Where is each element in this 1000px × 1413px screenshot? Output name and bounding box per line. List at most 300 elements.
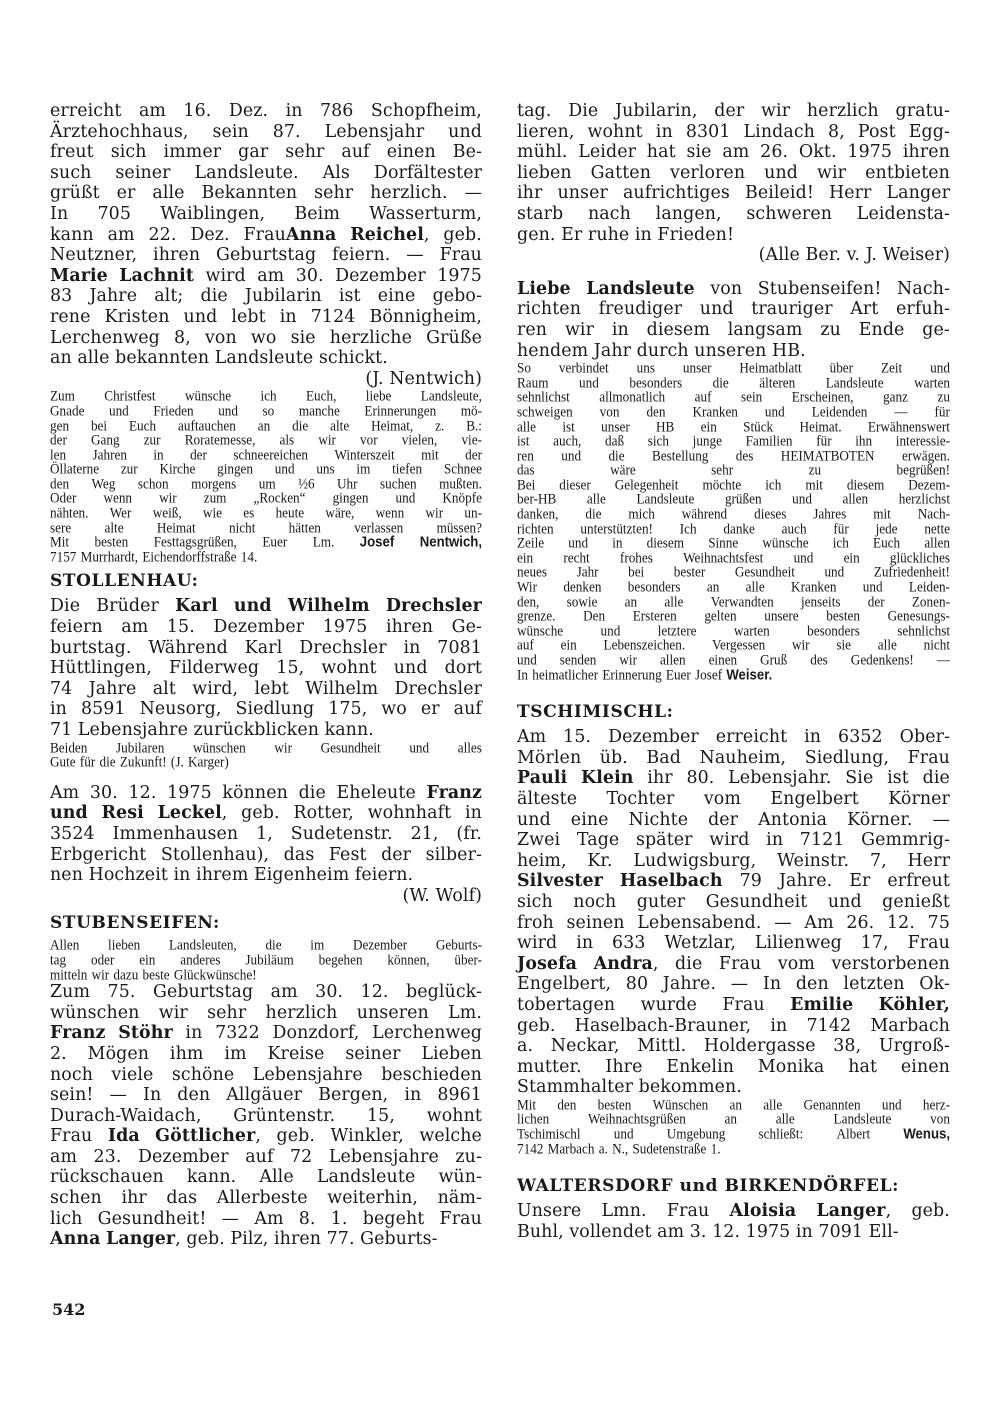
- text-run: ein: [517, 548, 534, 566]
- word: [861, 933, 889, 954]
- text-run: geb.: [276, 1126, 315, 1147]
- word: [111, 142, 147, 163]
- text-run: herzlich: [806, 101, 879, 121]
- text-run: glückliches: [889, 548, 950, 566]
- bold-name: Marie: [50, 265, 108, 286]
- word: [517, 279, 571, 300]
- text-run: ich: [260, 387, 277, 405]
- text-run: Heimat,: [371, 416, 414, 434]
- text-run: den,: [517, 592, 540, 610]
- text-run: zum: [203, 489, 227, 507]
- text-run: üb.: [599, 747, 628, 768]
- word: [887, 768, 909, 789]
- word: [102, 803, 144, 824]
- bold-name: Leckel: [157, 803, 222, 824]
- text-run: In: [517, 665, 528, 683]
- word: [205, 266, 245, 287]
- word: [664, 933, 736, 954]
- text-run: mitteln: [50, 965, 88, 983]
- text-run: älteren: [759, 373, 796, 391]
- word: [196, 865, 248, 886]
- text-run: in: [185, 1023, 203, 1044]
- word: [50, 783, 79, 804]
- text-run: Nichte: [628, 809, 689, 830]
- text-run: —: [932, 809, 950, 830]
- text-run: sein!: [50, 1085, 94, 1106]
- word: [288, 596, 370, 617]
- text-line: [517, 933, 950, 954]
- text-run: N.,: [612, 1139, 629, 1157]
- word: [332, 245, 390, 266]
- bold-name: Göttlicher: [155, 1126, 256, 1147]
- word: [245, 638, 283, 659]
- word: [714, 101, 744, 122]
- text-run: Weihnachtsgrüßen: [587, 1110, 686, 1128]
- word: [419, 1126, 482, 1147]
- text-run: len: [50, 445, 67, 463]
- text-run: um: [258, 474, 276, 492]
- text-run: Sinne: [708, 534, 739, 552]
- word: [440, 245, 482, 266]
- text-run: Wer: [109, 503, 132, 522]
- word: [50, 286, 72, 307]
- word: [50, 1209, 82, 1230]
- text-run: mutter.: [517, 1056, 582, 1077]
- text-run: über: [829, 358, 854, 377]
- text-run: tag: [50, 950, 67, 968]
- word: [230, 1229, 268, 1250]
- word: [675, 954, 702, 975]
- word: [629, 810, 689, 831]
- text-run: Hochzeit: [88, 865, 168, 886]
- text-run: die: [712, 373, 729, 391]
- text-run: ihren: [153, 245, 201, 266]
- text-run: und: [862, 577, 883, 596]
- word: [887, 183, 950, 204]
- word: [805, 748, 889, 769]
- text-run: 75: [927, 912, 950, 933]
- text-run: Jahren: [92, 445, 127, 463]
- word: [50, 617, 103, 638]
- text-run: für: [833, 519, 849, 537]
- text-run: Gesundheit: [705, 891, 808, 912]
- word: [790, 995, 853, 1016]
- text-run: Erinnerung: [602, 665, 662, 683]
- text-run: Landsleute: [825, 373, 884, 391]
- text-run: Landsleute: [214, 348, 314, 369]
- text-run: in: [795, 1221, 813, 1242]
- text-run: am: [50, 1146, 78, 1167]
- word: [909, 122, 950, 143]
- text-line: [50, 658, 482, 679]
- text-run: Euch,: [306, 387, 337, 405]
- word: [637, 892, 685, 913]
- word: [770, 789, 859, 810]
- notice-paragraph: [50, 738, 482, 771]
- word: [637, 913, 761, 934]
- text-run: Stammhalter: [517, 1077, 634, 1098]
- word: [817, 163, 846, 184]
- word: [50, 1126, 92, 1147]
- text-run: 26.: [846, 912, 875, 933]
- text-run: warten: [914, 373, 950, 391]
- word: [50, 204, 68, 225]
- text-run: Karger): [187, 752, 229, 771]
- word: [656, 122, 673, 143]
- word: [779, 871, 832, 892]
- word: [50, 754, 76, 771]
- text-run: Als: [322, 162, 350, 183]
- word: [887, 871, 950, 892]
- text-run: z.: [435, 416, 445, 434]
- word: [174, 865, 191, 886]
- word: [341, 142, 369, 163]
- word: [335, 266, 426, 287]
- text-run: Jahre.: [662, 974, 717, 995]
- text-line: [50, 1147, 482, 1168]
- text-run: Ober-: [899, 727, 950, 748]
- text-run: 79: [739, 871, 762, 892]
- word: [50, 1106, 201, 1127]
- text-run: Genesungs-: [887, 606, 950, 625]
- word: [215, 1023, 260, 1044]
- text-run: Lebensjahr.: [728, 768, 832, 789]
- section-heading: TSCHIMISCHL:: [517, 702, 674, 723]
- text-run: herzlich.: [370, 183, 448, 204]
- text-run: Engelbert: [770, 788, 859, 809]
- word: [50, 1229, 100, 1250]
- text-run: gingen: [217, 460, 253, 478]
- text-run: Bergen,: [318, 1085, 389, 1106]
- text-run: wo: [250, 327, 277, 348]
- word: [620, 871, 723, 892]
- word: [291, 824, 393, 845]
- text-run: Festtagsgrüßen,: [153, 533, 237, 551]
- word: [50, 245, 137, 266]
- word: [700, 748, 787, 769]
- word: [50, 328, 160, 349]
- text-run: schöne: [171, 1064, 235, 1085]
- word: [327, 1188, 418, 1209]
- text-run: Egg-: [908, 121, 950, 142]
- text-run: Mit: [517, 1095, 537, 1113]
- word: [848, 1057, 877, 1078]
- text-run: Drechsler: [299, 637, 387, 658]
- word: [426, 328, 482, 349]
- text-run: Fest: [328, 844, 367, 865]
- text-run: allen: [842, 490, 869, 508]
- text-run: wohnt: [321, 658, 377, 679]
- text-run: lich: [50, 1208, 83, 1229]
- word: [612, 1141, 628, 1158]
- text-line: [50, 845, 482, 866]
- word: [517, 892, 553, 913]
- word: [636, 830, 693, 851]
- text-run: Euch: [873, 534, 901, 552]
- text-line: [50, 803, 482, 824]
- text-run: wäre,: [325, 503, 355, 522]
- text-run: Dezember: [335, 265, 426, 286]
- text-line: [517, 851, 950, 872]
- text-run: gelten: [704, 606, 737, 625]
- text-run: wird,: [192, 678, 239, 699]
- word: [908, 851, 950, 872]
- word: [81, 549, 139, 566]
- text-run: 8.: [298, 1208, 316, 1229]
- text-line: [50, 1188, 482, 1209]
- text-run: und: [881, 1095, 902, 1113]
- text-run: nen: [50, 865, 83, 886]
- text-run: ihren: [274, 1229, 322, 1250]
- text-run: bei: [90, 416, 108, 434]
- text-run: Euer: [665, 665, 691, 683]
- text-run: begehen: [318, 950, 363, 968]
- word: [50, 699, 67, 720]
- text-line: [517, 954, 950, 975]
- text-run: dieser: [559, 475, 591, 493]
- text-run: wurde: [640, 994, 697, 1015]
- word: [453, 142, 482, 163]
- text-run: Ersteren: [632, 606, 677, 625]
- text-run: 80: [625, 974, 649, 995]
- text-run: Heimat: [156, 518, 196, 536]
- word: [50, 122, 189, 143]
- text-run: und: [824, 563, 845, 581]
- text-run: —: [730, 974, 749, 995]
- text-run: Lm.: [312, 533, 335, 551]
- text-run: Jahr: [576, 563, 599, 581]
- text-run: die: [292, 416, 309, 434]
- text-run: alle: [877, 636, 897, 654]
- text-run: er: [116, 183, 136, 204]
- word: [50, 163, 91, 184]
- text-line: [50, 122, 482, 143]
- text-run: Karl: [244, 637, 283, 658]
- text-run: ren: [517, 319, 548, 340]
- text-run: jede: [875, 519, 898, 537]
- word: [50, 803, 88, 824]
- text-run: Jahre: [89, 286, 138, 307]
- text-run: 30.: [89, 782, 118, 803]
- text-run: Schopfheim,: [370, 101, 482, 121]
- word: [686, 122, 731, 143]
- text-line: [517, 1016, 950, 1037]
- text-run: alle: [664, 592, 684, 610]
- word: [548, 1141, 595, 1158]
- word: [517, 225, 556, 246]
- text-run: und: [793, 548, 814, 566]
- word: [578, 142, 636, 163]
- text-run: seinen: [566, 912, 625, 933]
- text-run: die: [675, 953, 703, 974]
- word: [760, 142, 788, 163]
- text-run: Wünschen: [652, 1095, 709, 1113]
- word: [600, 748, 628, 769]
- text-run: Lebensjahre: [328, 1146, 439, 1167]
- word: [217, 1188, 308, 1209]
- text-run: Die: [50, 596, 81, 617]
- word: [372, 1023, 482, 1044]
- word: [404, 638, 421, 659]
- word: [686, 768, 714, 789]
- text-run: Bei: [517, 475, 536, 493]
- text-run: ,: [221, 803, 228, 824]
- text-line: [517, 830, 950, 851]
- text-run: alte: [330, 416, 350, 434]
- text-run: kann.: [186, 1167, 237, 1188]
- word: [175, 596, 218, 617]
- text-run: sehr: [711, 461, 734, 479]
- text-run: hat: [848, 1056, 878, 1077]
- text-run: ½6: [298, 474, 315, 492]
- section-heading: STOLLENHAU:: [50, 571, 199, 592]
- word: [766, 830, 783, 851]
- text-run: weiterhin,: [327, 1188, 419, 1209]
- text-run: beglück-: [406, 982, 482, 1003]
- text-run: ,: [652, 953, 659, 974]
- text-run: für: [79, 752, 96, 771]
- text-run: Oder: [50, 489, 77, 507]
- text-run: es: [243, 503, 255, 522]
- word: [357, 1003, 429, 1024]
- word: [329, 1147, 439, 1168]
- text-run: Zonen-: [911, 592, 950, 610]
- text-run: —: [894, 402, 908, 420]
- text-run: wenn: [375, 503, 405, 522]
- text-run: 14.: [240, 547, 258, 565]
- text-line: [517, 299, 950, 320]
- text-run: von: [930, 1110, 950, 1128]
- text-run: in: [804, 727, 822, 748]
- text-run: Josef: [695, 665, 723, 683]
- text-run: am: [121, 617, 149, 638]
- bold-name: Wenus,: [903, 1124, 950, 1143]
- word: [581, 768, 634, 789]
- text-line: [50, 754, 482, 771]
- word: [740, 871, 762, 892]
- word: [363, 1209, 425, 1230]
- text-run: Landsleute: [636, 490, 695, 508]
- text-run: ihren: [902, 142, 950, 163]
- text-run: schen: [50, 1188, 102, 1209]
- text-run: 80.: [686, 768, 715, 789]
- text-run: und: [517, 650, 537, 669]
- text-run: und: [108, 401, 129, 419]
- text-run: Am: [50, 782, 80, 803]
- text-run: sehnlichst: [897, 621, 950, 639]
- text-run: Ihre: [605, 1056, 643, 1077]
- word: [744, 122, 815, 143]
- word: [285, 142, 324, 163]
- word: [850, 299, 878, 320]
- text-run: Heimatblatt: [739, 358, 802, 377]
- word: [115, 163, 170, 184]
- text-run: Am: [254, 1208, 284, 1229]
- text-run: das: [517, 461, 535, 479]
- text-run: heute: [275, 503, 305, 522]
- word: [381, 1065, 482, 1086]
- text-run: Kranken: [692, 402, 738, 420]
- word: [185, 1023, 202, 1044]
- text-run: Leidensta-: [856, 203, 950, 224]
- text-run: 15.: [166, 617, 195, 638]
- word: [517, 320, 547, 341]
- text-run: ihr: [517, 183, 543, 204]
- text-line: [517, 1222, 950, 1243]
- text-run: Lebensabend.: [637, 912, 762, 933]
- text-run: hätten: [288, 518, 321, 536]
- text-run: welche: [419, 1126, 482, 1147]
- text-run: Okt.: [798, 142, 837, 163]
- text-run: 7142: [806, 1015, 852, 1036]
- text-run: wird: [517, 933, 558, 954]
- word: [728, 320, 803, 341]
- word: [139, 101, 166, 122]
- word: [551, 1036, 620, 1057]
- text-run: Die: [568, 101, 599, 121]
- text-run: Gesundheit!: [97, 1208, 207, 1229]
- word: [517, 183, 542, 204]
- text-line: [50, 1065, 482, 1086]
- text-run: Donzdorf,: [272, 1023, 360, 1044]
- word: [438, 1167, 482, 1188]
- text-run: Am: [517, 727, 547, 748]
- text-run: im: [224, 1043, 247, 1064]
- text-run: Nach-: [897, 278, 950, 299]
- article-paragraph: [517, 279, 950, 361]
- text-run: bester: [673, 563, 706, 581]
- word: [194, 720, 319, 741]
- word: [599, 1141, 608, 1158]
- word: [517, 122, 574, 143]
- text-run: besonders: [807, 621, 860, 639]
- text-run: Landsleute.: [194, 162, 299, 183]
- text-run: —: [221, 1208, 240, 1229]
- word: [626, 974, 648, 995]
- text-run: 8961: [437, 1085, 482, 1106]
- text-run: als: [279, 430, 295, 449]
- word: [160, 204, 265, 225]
- text-run: bei: [628, 563, 645, 581]
- text-run: wie: [202, 503, 222, 522]
- word: [215, 348, 314, 369]
- word: [329, 845, 367, 866]
- text-run: Pilz,: [230, 1229, 269, 1250]
- text-run: in: [611, 319, 629, 340]
- text-run: bekommen.: [638, 1077, 742, 1098]
- word: [646, 748, 681, 769]
- text-run: Während: [148, 637, 228, 658]
- text-run: Am: [804, 912, 834, 933]
- bold-name: Langer: [816, 1201, 886, 1222]
- text-run: ist: [517, 431, 530, 450]
- word: [259, 1167, 293, 1188]
- text-run: Gemmrig-: [861, 830, 950, 851]
- text-run: Körner.: [847, 809, 913, 830]
- text-run: Siedlung,: [804, 747, 890, 768]
- word: [92, 966, 110, 983]
- text-run: kann: [50, 224, 94, 245]
- text-run: Lebensjahr: [324, 121, 425, 142]
- word: [296, 266, 324, 287]
- text-run: Dez.: [228, 101, 269, 121]
- word: [908, 748, 950, 769]
- text-run: ,: [255, 1126, 262, 1147]
- text-run: und: [827, 891, 862, 912]
- word: [517, 954, 577, 975]
- text-run: Beileid!: [744, 183, 814, 204]
- word: [728, 768, 831, 789]
